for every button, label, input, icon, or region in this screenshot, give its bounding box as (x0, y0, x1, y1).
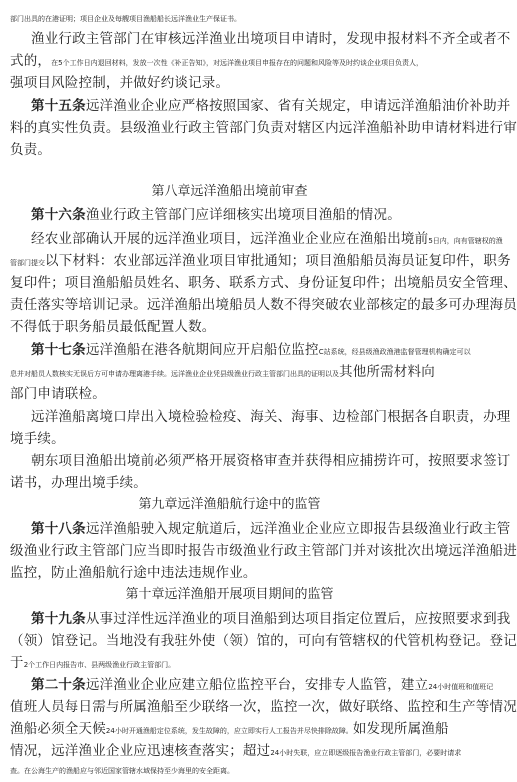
text-segment: 负责。 (10, 142, 52, 158)
text-segment: 复印件；项目渔船船员姓名、职务、联系方式、身份证复印件；出境船员安全管理、 (10, 275, 517, 291)
paragraph-line (10, 50, 423, 74)
paragraph-line (10, 562, 257, 586)
article-number: 第十九条 (31, 611, 86, 627)
text-segment: 查。在公海生产的渔船应与邻近国家管辖水域保持至少海里的安全距离。 (10, 767, 234, 775)
chapter-heading: 第九章远洋渔船航行途中的监管 (138, 497, 321, 512)
text-segment: 部门申请联检。 (10, 386, 106, 402)
chapter-heading: 第八章远洋渔船出境前审查 (151, 184, 308, 199)
text-segment: 24小时值班和值班记 (428, 683, 494, 691)
paragraph-line (10, 696, 517, 720)
text-segment: 从事过洋性远洋渔业的项目渔船到达项目指定位置后，应按照要求到我 (85, 611, 511, 627)
paragraph-line (31, 406, 511, 430)
article-number: 第十八条 (31, 521, 86, 537)
chapter-heading: 第十章远洋渔船开展项目期间的监管 (125, 587, 334, 602)
text-segment: 责任落实等培训记录。远洋渔船出境船员人数不得突破农业部核定的最多可办理海员 (10, 297, 517, 313)
paragraph-line (10, 272, 517, 296)
paragraph-line (31, 518, 511, 542)
text-segment: 远洋渔业企业应严格按照国家、省有关规定，申请远洋渔船油价补助并 (85, 98, 511, 114)
text-segment: 朝东项目渔船出境前必须严格开展资格审查并获得相应捕捞许可，按照要求签订 (31, 453, 511, 469)
text-segment: 渔业行政主管部门在审核远洋渔业出境项目申请时，发现申报材料不齐全或者不 (31, 31, 511, 47)
text-segment: 24小时开通渔船定位系统，发生故障的，应立即实行人工报告并尽快排除故障。 (105, 727, 353, 735)
text-segment: （领）馆登记。当地没有我驻外使（领）馆的，可向有管辖权的代管机构登记。登记 (10, 633, 517, 649)
text-segment: 诺书，办理出境手续。 (10, 475, 147, 491)
paragraph-line (10, 540, 517, 564)
text-segment: C站系统，经县级渔政渔港监督管理机构确定可以 (318, 348, 471, 356)
text-segment: 远洋渔船驶入规定航道后，远洋渔业企业应立即报告县级渔业行政主管 (85, 521, 511, 537)
article-number: 第十七条 (31, 342, 86, 358)
paragraph-line (10, 316, 216, 340)
paragraph-line (31, 228, 503, 252)
paragraph-line (10, 472, 147, 496)
text-segment: 不得低于职务船员最低配置人数。 (10, 319, 216, 335)
text-segment: 远洋渔业企业应建立船位监控平台，安排专人监管，建立 (85, 677, 429, 693)
paragraph-line (10, 72, 229, 96)
text-segment: 5日内，向有管辖权的渔 (428, 237, 503, 245)
paragraph-line (31, 674, 493, 698)
text-segment: 情况，远洋渔业企业应迅速核查落实；超过 (10, 743, 271, 759)
text-segment: 24小时失联，应立即逐级报告渔业行政主管部门，必要时请求 (270, 749, 462, 757)
paragraph-line (10, 383, 106, 407)
text-segment: 其他所需材料向 (339, 364, 435, 380)
paragraph-line (10, 630, 517, 654)
text-segment: 管部门提交 (10, 259, 45, 267)
text-segment: 级渔业行政主管部门应当即时报告市级渔业行政主管部门并对该批次出境远洋渔船进 (10, 543, 517, 559)
paragraph-line (31, 204, 401, 228)
paragraph-line (31, 339, 471, 363)
text-segment: 在5个工作日内退回材料，发放一次性《补正告知》，对远洋渔业项目申报存在的问题和风险等及时约谈企业项目负责人， (51, 59, 424, 67)
text-segment: 值班人员每日需与所属渔船至少联络一次，监控一次，做好联络、监控和生产等情况 (10, 699, 517, 715)
text-segment: 式的， (10, 53, 52, 69)
paragraph-line (31, 95, 511, 119)
paragraph-line (31, 450, 511, 474)
paragraph-line (10, 6, 241, 30)
text-segment: 境手续。 (10, 431, 65, 447)
paragraph-line (10, 139, 51, 163)
text-segment: 渔业行政主管部门应详细核实出境项目渔船的情况。 (85, 207, 401, 223)
text-segment: 监控，防止渔船航行途中违法违规作业。 (10, 565, 257, 581)
paragraph-line (10, 758, 234, 782)
text-segment: 息并对船员人数核实无误后方可申请办理离港手续。远洋渔业企业凭县级渔业行政主管部门出具的证明以及 (10, 370, 339, 378)
text-segment: 于 (10, 655, 24, 671)
paragraph-line (10, 250, 511, 274)
text-segment: 远洋渔船离境口岸出入境检验检疫、海关、海事、边检部门根据各自职责，办理 (31, 409, 511, 425)
paragraph-line (10, 652, 175, 676)
article-number: 第二十条 (31, 677, 86, 693)
text-segment: 料的真实性负责。县级渔业行政主管部门负责对辖区内远洋渔船补助申请材料进行审 (10, 120, 517, 136)
article-number: 第十五条 (31, 98, 86, 114)
paragraph-line (31, 28, 511, 52)
text-segment: 远洋渔船在港各航期间应开启船位监控 (85, 342, 319, 358)
text-segment: 部门出具的在港证明；项目企业及每艘项目渔船船长远洋渔业生产保证书。 (10, 15, 241, 23)
text-segment: 强项目风险控制，并做好约谈记录。 (10, 75, 230, 91)
text-segment: 经农业部确认开展的远洋渔业项目，远洋渔业企业应在渔船出境前 (31, 231, 429, 247)
text-segment: 渔船必须全天候 (10, 721, 106, 737)
text-segment: 以下材料：农业部远洋渔业项目审批通知；项目渔船船员海员证复印件，职务 (45, 253, 511, 269)
paragraph-line (10, 117, 517, 141)
paragraph-line (10, 361, 435, 385)
paragraph-line (10, 428, 65, 452)
paragraph-line (10, 718, 449, 742)
paragraph-line (10, 294, 517, 318)
text-segment: 如发现所属渔船 (352, 721, 449, 737)
text-segment: 2个工作日内报告市、县两级渔业行政主管部门。 (23, 661, 176, 669)
paragraph-line (31, 608, 511, 632)
article-number: 第十六条 (31, 207, 86, 223)
